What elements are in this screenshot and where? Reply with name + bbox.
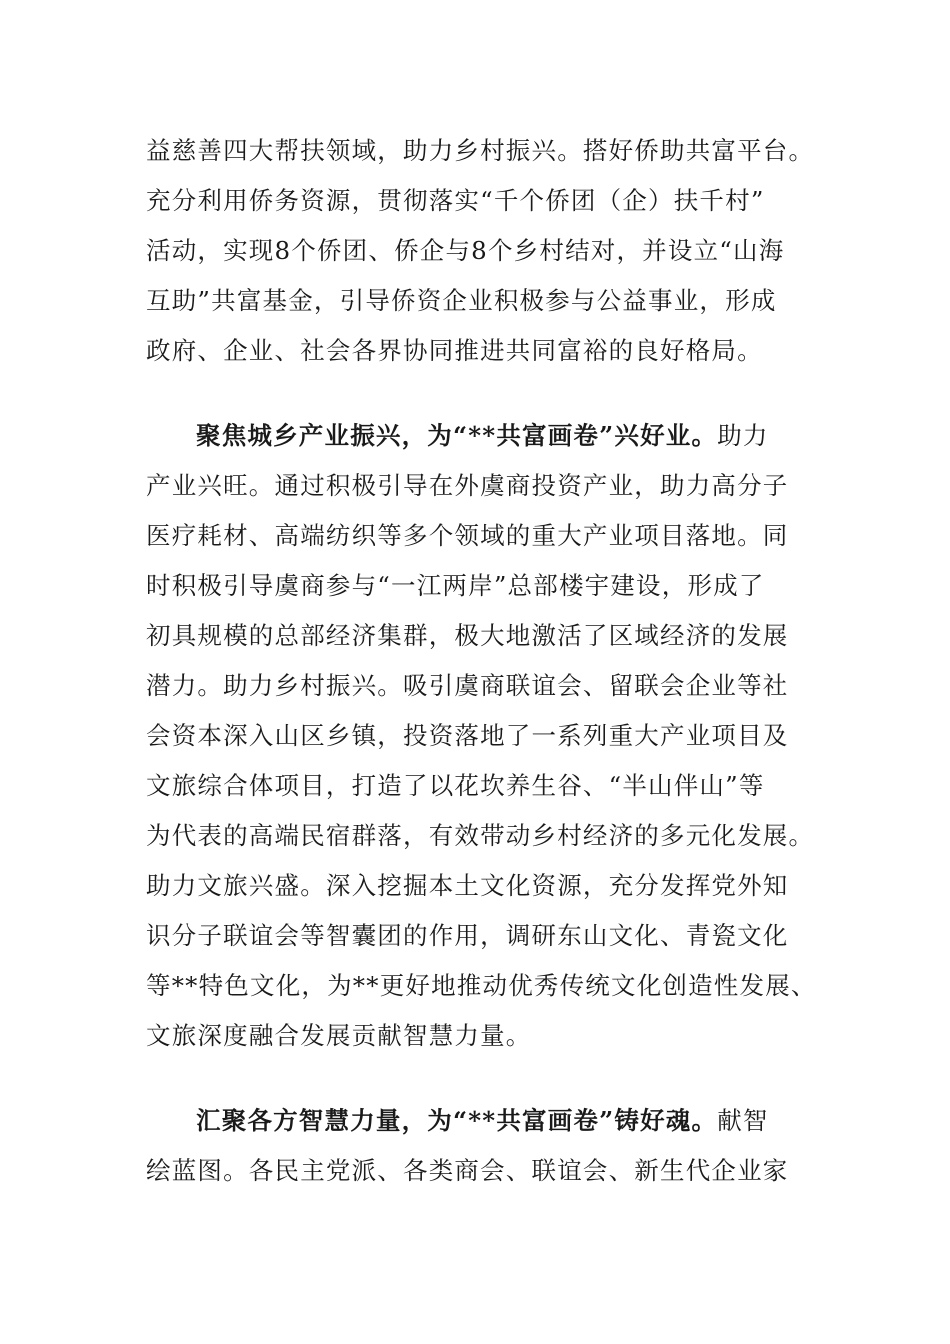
paragraph-line: 医疗耗材、高端纺织等多个领域的重大产业项目落地。同 (146, 521, 789, 550)
paragraph-lead-heading: 聚焦城乡产业振兴，为“**共富画卷”兴好业。 (196, 421, 718, 450)
paragraph-line: 文旅深度融合发展贡献智慧力量。 (146, 1021, 532, 1050)
paragraph-line: 互助”共富基金，引导侨资企业积极参与公益事业，形成 (146, 286, 777, 315)
paragraph-line: 充分利用侨务资源，贯彻落实“千个侨团（企）扶千村” (146, 186, 765, 215)
paragraph-line: 文旅综合体项目，打造了以花坎养生谷、“半山伴山”等 (146, 771, 765, 800)
paragraph-first-line (146, 411, 806, 461)
paragraph-line: 潜力。助力乡村振兴。吸引虞商联谊会、留联会企业等社 (146, 671, 789, 700)
paragraph-line: 益慈善四大帮扶领域，助力乡村振兴。搭好侨助共富平台。 (146, 136, 815, 165)
paragraph-first-line-text: 助力 (717, 421, 769, 450)
paragraph-line: 活动，实现8个侨团、侨企与8个乡村结对，并设立“山海 (146, 236, 785, 265)
paragraph-line: 识分子联谊会等智囊团的作用，调研东山文化、青瓷文化 (146, 921, 789, 950)
paragraph-line: 等**特色文化，为**更好地推动优秀传统文化创造性发展、 (146, 971, 817, 1000)
paragraph-lead-heading: 汇聚各方智慧力量，为“**共富画卷”铸好魂。 (196, 1106, 718, 1135)
paragraph-line: 时积极引导虞商参与“一江两岸”总部楼宇建设，形成了 (146, 571, 765, 600)
paragraph-line: 产业兴旺。通过积极引导在外虞商投资产业，助力高分子 (146, 471, 789, 500)
paragraph-line: 会资本深入山区乡镇，投资落地了一系列重大产业项目及 (146, 721, 789, 750)
paragraph-line: 为代表的高端民宿群落，有效带动乡村经济的多元化发展。 (146, 821, 815, 850)
paragraph-first-line-text: 献智 (717, 1106, 769, 1135)
paragraph-line: 助力文旅兴盛。深入挖掘本土文化资源，充分发挥党外知 (146, 871, 789, 900)
paragraph-line: 初具规模的总部经济集群，极大地激活了区域经济的发展 (146, 621, 789, 650)
paragraph-2 (146, 411, 817, 1061)
paragraph-line: 绘蓝图。各民主党派、各类商会、联谊会、新生代企业家 (146, 1156, 789, 1185)
paragraph-first-line (146, 1096, 806, 1146)
paragraph-line: 政府、企业、社会各界协同推进共同富裕的良好格局。 (146, 336, 763, 365)
paragraph-3 (146, 1096, 806, 1196)
paragraph-1 (146, 126, 815, 376)
